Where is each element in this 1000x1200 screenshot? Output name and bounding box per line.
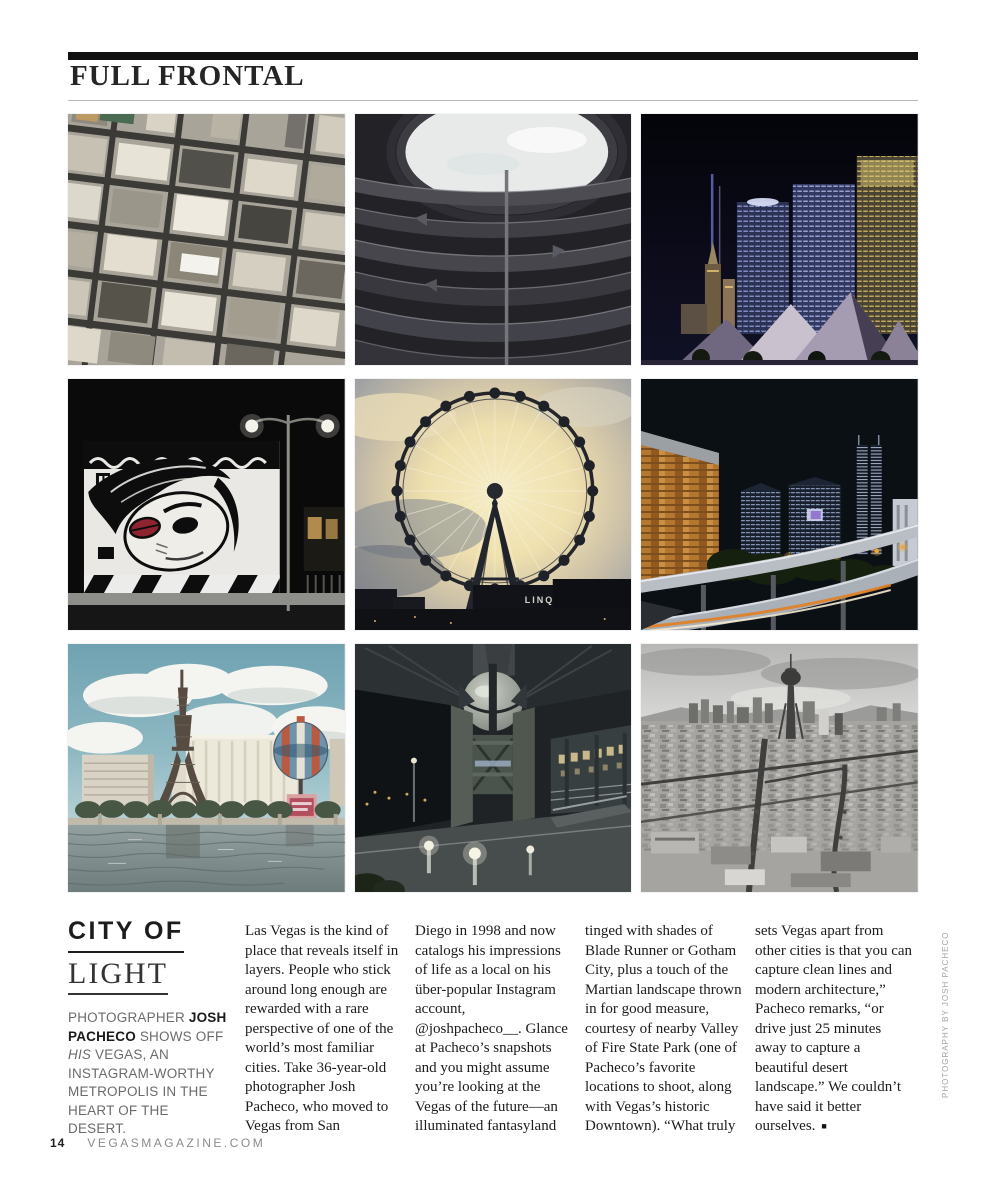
article [68,915,915,1139]
section-title: FULL FRONTAL [70,60,305,92]
headline-block [68,915,230,1139]
photo-aerial-stratosphere-bw [641,644,918,892]
under-structure-illustration [355,644,632,892]
headline-line2: LIGHT [68,957,168,995]
aerial-stratosphere-illustration [641,644,918,892]
photo-high-roller-sunset [355,379,632,630]
deck-text: SHOWS OFF [135,1028,224,1044]
deck-text: PHOTOGRAPHER [68,1010,189,1025]
body-column-2: Diego in 1998 and now catalogs his impressions of life as a local on his über-popular Instagram account, @joshpacheco__. Glance at Pacheco’s snapshots and you might assume you’re looking at the Vegas of the future—an illuminated fantasyland [415,923,568,1134]
article-deck [68,1009,230,1139]
photo-paris-las-vegas-day [68,644,345,892]
photo-aerial-downtown-day [68,114,345,365]
page-footer [50,1136,265,1150]
photography-credit: PHOTOGRAPHY BY JOSH PACHECO [941,931,950,1098]
deck-author-name: JOSH PACHECO [68,1010,227,1044]
photo-pop-art-mural [68,379,345,630]
high-roller-illustration [355,379,632,630]
citycenter-night-illustration [641,114,918,365]
photo-freeway-night [641,379,918,630]
headline-line1: CITY OF [68,917,184,953]
mural-illustration [68,379,345,630]
body-column-4 [755,915,913,1139]
body-column-3: tinged with shades of Blade Runner or Gotham City, plus a touch of the Martian landscape thrown in for good measure, courtesy of nearby Valley of Fire State Park (one of Pacheco’s favorite locations to shoot, along with Vegas’s historic Downtown). “What truly [585,923,742,1134]
end-mark: ■ [821,1121,827,1131]
photo-grid [68,114,918,892]
aerial-downtown-illustration [68,114,345,365]
deck-text: VEGAS, AN INSTAGRAM-WORTHY METROPOLIS IN THE HEART OF THE DESERT. [68,1047,215,1136]
photo-citycenter-night [641,114,918,365]
linq-sign-text: LINQ [524,594,554,606]
magazine-website: VEGASMAGAZINE.COM [87,1136,266,1150]
body-column-1: Las Vegas is the kind of place that reveals itself in layers. People who stick around long enough are rewarded with a rare perspective of one of the world’s most familiar cities. Take 36-year-old photographer Josh Pacheco, who moved to Vegas from San [245,923,399,1134]
freeway-night-illustration [641,379,918,630]
photo-under-structure-night [355,644,632,892]
spiral-structure-illustration [355,114,632,365]
photo-spiral-structure [355,114,632,365]
body-column-4-text: sets Vegas apart from other cities is that you can capture clean lines and modern architecture,” Pacheco remarks, “or drive just 25 minutes away to capture a beautiful desert landscape.” We couldn’t have said it better ourselves. [755,923,913,1134]
header-divider [68,100,918,101]
top-rule-bar [68,52,918,60]
page-number: 14 [50,1136,66,1150]
deck-emphasis: HIS [68,1047,92,1062]
paris-day-illustration [68,644,345,892]
